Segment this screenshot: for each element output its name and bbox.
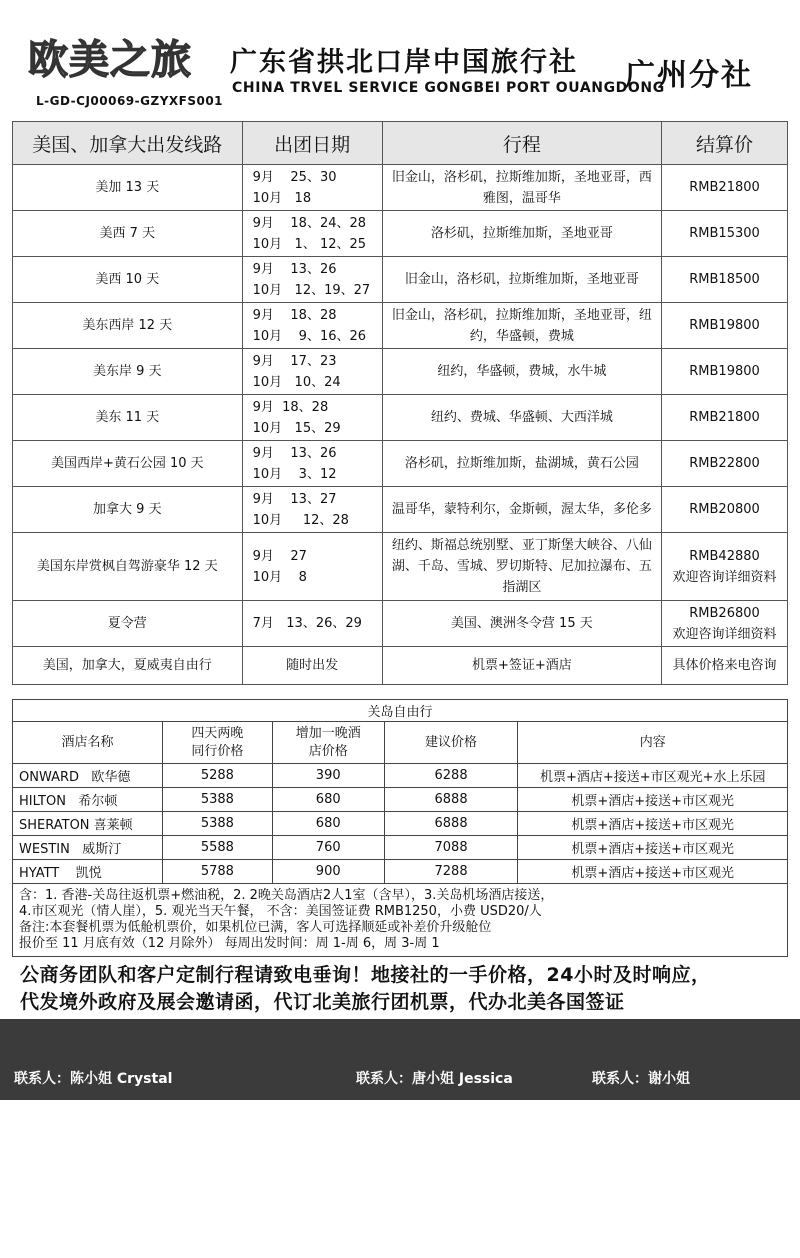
route-dates: 7月 13、26、29 bbox=[242, 601, 382, 647]
hotel-name: HYATT 凯悦 bbox=[13, 860, 163, 884]
contact-phone: 电 话：020-28911822， bbox=[364, 1134, 543, 1150]
contact-phone: 电 话：020-83389277，13928895533 bbox=[14, 1134, 300, 1150]
license-number: L-GD-CJ00069-GZYXFS001 bbox=[36, 94, 224, 108]
route-name: 加拿大 9 天 bbox=[13, 487, 243, 533]
guam-notes bbox=[13, 884, 788, 957]
suggested-price: 6888 bbox=[384, 812, 518, 836]
route-itinerary: 洛杉矶，拉斯维加斯，盐湖城，黄石公园 bbox=[382, 441, 661, 487]
guam-hotel-row bbox=[13, 860, 788, 884]
guam-note-line: 4.市区观光（情人崖），5. 观光当天午餐， 不含：美国签证费 RMB1250，小费 USD20/人 bbox=[19, 904, 542, 919]
guam-header-extra: 增加一晚酒 店价格 bbox=[272, 722, 384, 764]
contact-block bbox=[592, 1027, 757, 1258]
company-name-cn: 广东省拱北口岸中国旅行社 bbox=[230, 47, 578, 78]
route-price: RMB26800 欢迎咨询详细资料 bbox=[662, 601, 788, 647]
guam-hotel-row bbox=[13, 764, 788, 788]
route-name: 美东 11 天 bbox=[13, 395, 243, 441]
contact-phone: 电 话：020-28911683 bbox=[592, 1134, 757, 1150]
logo bbox=[28, 30, 213, 90]
contact-qq: QQ：769238516 bbox=[36, 1197, 162, 1213]
route-name: 美国东岸赏枫自驾游豪华 12 天 bbox=[13, 533, 243, 601]
contact-qq: QQ：1114579901 bbox=[378, 1197, 514, 1213]
hotel-name: WESTIN 威斯汀 bbox=[13, 836, 163, 860]
extra-night-price: 760 bbox=[272, 836, 384, 860]
hotel-name: ONWARD 欧华德 bbox=[13, 764, 163, 788]
route-name: 美东西岸 12 天 bbox=[13, 303, 243, 349]
route-dates: 随时出发 bbox=[242, 647, 382, 685]
route-itinerary: 纽约、费城、华盛顿、大西洋城 bbox=[382, 395, 661, 441]
route-name: 夏令营 bbox=[13, 601, 243, 647]
company-name-en: CHINA TRVEL SERVICE GONGBEI PORT OUANGDONG bbox=[232, 80, 665, 96]
route-name: 美加 13 天 bbox=[13, 165, 243, 211]
suggested-price: 7088 bbox=[384, 836, 518, 860]
guam-title-row bbox=[13, 700, 788, 722]
route-itinerary: 旧金山，洛杉矶，拉斯维加斯，圣地亚哥，西雅图，温哥华 bbox=[382, 165, 661, 211]
header-price: 结算价 bbox=[662, 122, 788, 165]
guam-hotel-row bbox=[13, 788, 788, 812]
route-row bbox=[13, 349, 788, 395]
suggested-price: 6288 bbox=[384, 764, 518, 788]
header-dates: 出团日期 bbox=[242, 122, 382, 165]
route-itinerary: 旧金山，洛杉矶，拉斯维加斯，圣地亚哥，纽约，华盛顿，费城 bbox=[382, 303, 661, 349]
route-row bbox=[13, 211, 788, 257]
route-row bbox=[13, 487, 788, 533]
guam-header-peer: 四天两晚 同行价格 bbox=[162, 722, 272, 764]
logo-text: 欧美之旅 bbox=[28, 37, 192, 83]
guam-header-row bbox=[13, 722, 788, 764]
promo-line-1: 公商务团队和客户定制行程请致电垂询！地接社的一手价格，24小时及时响应， bbox=[20, 964, 711, 986]
route-dates: 9月 13、26 10月 3、12 bbox=[242, 441, 382, 487]
package-content: 机票+酒店+接送+市区观光 bbox=[518, 788, 788, 812]
package-content: 机票+酒店+接送+市区观光+水上乐园 bbox=[518, 764, 788, 788]
route-itinerary: 机票+签证+酒店 bbox=[382, 647, 661, 685]
route-name: 美西 7 天 bbox=[13, 211, 243, 257]
route-row bbox=[13, 441, 788, 487]
route-price: 具体价格来电咨询 bbox=[662, 647, 788, 685]
peer-price: 5388 bbox=[162, 788, 272, 812]
contact-footer bbox=[0, 1019, 800, 1213]
guam-notes-row bbox=[13, 884, 788, 957]
route-itinerary: 温哥华，蒙特利尔，金斯顿，渥太华，多伦多 bbox=[382, 487, 661, 533]
route-itinerary: 旧金山，洛杉矶，拉斯维加斯，圣地亚哥 bbox=[382, 257, 661, 303]
promo-line-2: 代发境外政府及展会邀请函，代订北美旅行团机票，代办北美各国签证 bbox=[20, 991, 625, 1013]
peer-price: 5388 bbox=[162, 812, 272, 836]
route-dates: 9月 27 10月 8 bbox=[242, 533, 382, 601]
route-price: RMB18500 bbox=[662, 257, 788, 303]
route-price: RMB20800 bbox=[662, 487, 788, 533]
guam-hotel-row bbox=[13, 836, 788, 860]
route-dates: 9月 18、28 10月 15、29 bbox=[242, 395, 382, 441]
guam-note-line: 报价至 11 月底有效（12 月除外） 每周出发时间：周 1-周 6，周 3-周 1 bbox=[19, 936, 440, 951]
package-content: 机票+酒店+接送+市区观光 bbox=[518, 860, 788, 884]
contact-qq: QQ：54465604 bbox=[612, 1197, 728, 1213]
route-price: RMB19800 bbox=[662, 349, 788, 395]
route-row bbox=[13, 395, 788, 441]
extra-night-price: 680 bbox=[272, 812, 384, 836]
guam-header-content: 内容 bbox=[518, 722, 788, 764]
route-price: RMB42880 欢迎咨询详细资料 bbox=[662, 533, 788, 601]
route-row bbox=[13, 533, 788, 601]
guam-title: 关岛自由行 bbox=[13, 700, 788, 722]
routes-header-row bbox=[13, 122, 788, 165]
contact-person: 联系人：陈小姐 Crystal bbox=[14, 1071, 173, 1087]
contact-person: 联系人：唐小姐 Jessica bbox=[356, 1071, 513, 1087]
route-name: 美西 10 天 bbox=[13, 257, 243, 303]
route-dates: 9月 13、27 10月 12、28 bbox=[242, 487, 382, 533]
route-dates: 9月 18、28 10月 9、16、26 bbox=[242, 303, 382, 349]
guam-header-price: 建议价格 bbox=[384, 722, 518, 764]
peer-price: 5288 bbox=[162, 764, 272, 788]
route-row bbox=[13, 165, 788, 211]
branch-name: 广州分社 bbox=[625, 58, 753, 93]
guam-table bbox=[12, 699, 788, 957]
route-price: RMB21800 bbox=[662, 395, 788, 441]
hotel-name: SHERATON 喜莱顿 bbox=[13, 812, 163, 836]
peer-price: 5788 bbox=[162, 860, 272, 884]
extra-night-price: 900 bbox=[272, 860, 384, 884]
route-itinerary: 纽约，华盛顿，费城，水牛城 bbox=[382, 349, 661, 395]
extra-night-price: 390 bbox=[272, 764, 384, 788]
route-name: 美东岸 9 天 bbox=[13, 349, 243, 395]
route-itinerary: 纽约、斯福总统别墅、亚丁斯堡大峡谷、八仙湖、千岛、雪城、罗切斯特、尼加拉瀑布、五指湖区 bbox=[382, 533, 661, 601]
route-itinerary: 美国、澳洲冬令营 15 天 bbox=[382, 601, 661, 647]
suggested-price: 7288 bbox=[384, 860, 518, 884]
route-row bbox=[13, 257, 788, 303]
header bbox=[0, 0, 800, 120]
package-content: 机票+酒店+接送+市区观光 bbox=[518, 836, 788, 860]
package-content: 机票+酒店+接送+市区观光 bbox=[518, 812, 788, 836]
contact-block bbox=[356, 1027, 543, 1258]
route-price: RMB19800 bbox=[662, 303, 788, 349]
peer-price: 5588 bbox=[162, 836, 272, 860]
contact-block bbox=[14, 1027, 300, 1258]
guam-note-line: 含：1. 香港-关岛往返机票+燃油税，2. 2晚关岛酒店2人1室（含早），3.关岛机场酒店接送， bbox=[19, 888, 554, 903]
route-name: 美国，加拿大，夏威夷自由行 bbox=[13, 647, 243, 685]
route-row bbox=[13, 601, 788, 647]
guam-hotel-row bbox=[13, 812, 788, 836]
route-row bbox=[13, 647, 788, 685]
guam-note-line: 备注:本套餐机票为低舱机票价，如果机位已满，客人可选择顺延或补差价升级舱位 bbox=[19, 920, 492, 935]
route-dates: 9月 13、26 10月 12、19、27 bbox=[242, 257, 382, 303]
suggested-price: 6888 bbox=[384, 788, 518, 812]
routes-table bbox=[12, 121, 788, 685]
route-name: 美国西岸+黄石公园 10 天 bbox=[13, 441, 243, 487]
route-price: RMB22800 bbox=[662, 441, 788, 487]
route-row bbox=[13, 303, 788, 349]
route-itinerary: 洛杉矶，拉斯维加斯，圣地亚哥 bbox=[382, 211, 661, 257]
route-price: RMB15300 bbox=[662, 211, 788, 257]
guam-header-hotel: 酒店名称 bbox=[13, 722, 163, 764]
header-route: 美国、加拿大出发线路 bbox=[13, 122, 243, 165]
route-dates: 9月 18、24、28 10月 1、 12、25 bbox=[242, 211, 382, 257]
header-itinerary: 行程 bbox=[382, 122, 661, 165]
route-price: RMB21800 bbox=[662, 165, 788, 211]
hotel-name: HILTON 希尔顿 bbox=[13, 788, 163, 812]
route-dates: 9月 17、23 10月 10、24 bbox=[242, 349, 382, 395]
contact-person: 联系人：谢小姐 bbox=[592, 1071, 690, 1087]
route-dates: 9月 25、30 10月 18 bbox=[242, 165, 382, 211]
promo-text bbox=[20, 962, 790, 1016]
extra-night-price: 680 bbox=[272, 788, 384, 812]
